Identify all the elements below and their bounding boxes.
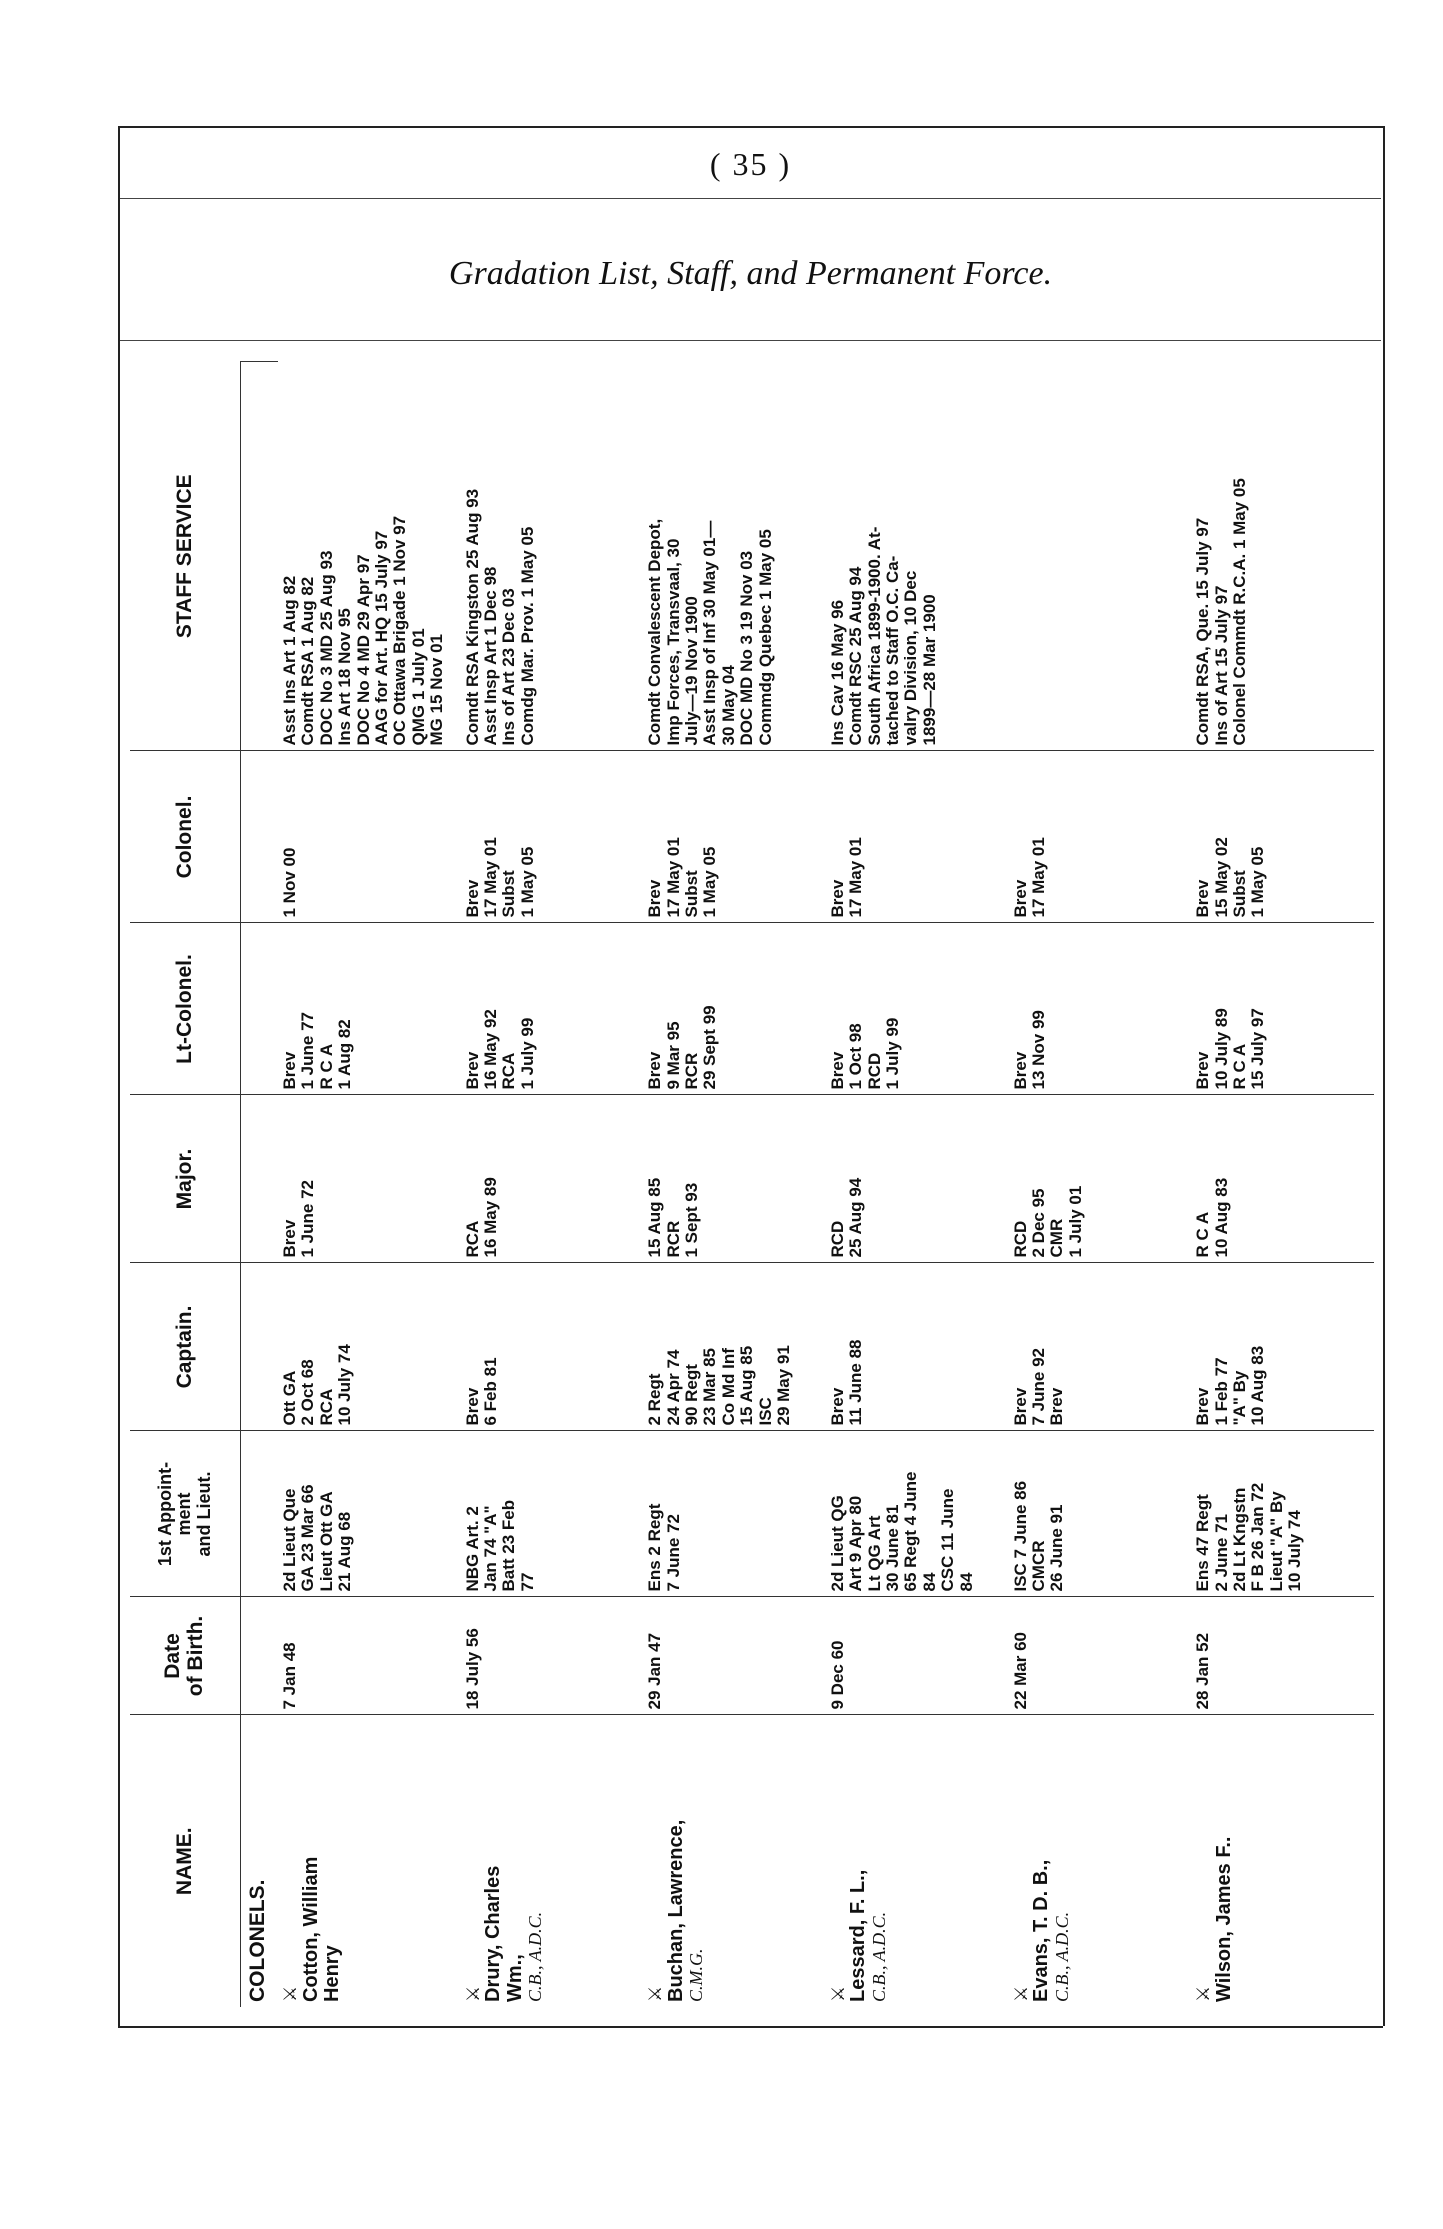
table-row — [1191, 362, 1374, 2007]
gradation-table — [130, 362, 1374, 2008]
cell-staff-service — [1009, 362, 1192, 751]
col-header-first-appointment: 1st Appoint- ment and Lieut. — [130, 1431, 241, 1597]
table-row — [1009, 362, 1192, 2007]
crossed-swords-icon: ⚔ — [645, 1985, 666, 2002]
cell-major: RCD 2 Dec 95 CMR 1 July 01 — [1009, 1095, 1192, 1263]
cell-birth: 29 Jan 47 — [643, 1597, 826, 1715]
col-header-major: Major. — [130, 1095, 241, 1263]
cell-first-appointment: ISC 7 June 86 CMCR 26 June 91 — [1009, 1431, 1192, 1597]
cell-birth: 7 Jan 48 — [278, 1597, 461, 1715]
cell-major: RCA 16 May 89 — [461, 1095, 644, 1263]
top-rule — [118, 126, 1383, 128]
cell-colonel: Brev 17 May 01 Subst 1 May 05 — [461, 751, 644, 923]
cell-first-appointment: NBG Art. 2 Jan 74 "A" Batt 23 Feb 77 — [461, 1431, 644, 1597]
col-header-birth: Date of Birth. — [130, 1597, 241, 1715]
cell-staff-service: Comdt RSA Kingston 25 Aug 93 Asst Insp Art 1 Dec 98 Ins of Art 23 Dec 03 Comdg Mar. Prov. 1 May 05 — [462, 488, 537, 746]
table-row — [643, 362, 826, 2007]
cell-major: 15 Aug 85 RCR 1 Sept 93 — [643, 1095, 826, 1263]
cell-colonel: Brev 15 May 02 Subst 1 May 05 — [1191, 751, 1374, 923]
cell-first-appointment: Ens 2 Regt 7 June 72 — [643, 1431, 826, 1597]
cell-name: ⚔ Cotton, William Henry — [278, 1715, 461, 2007]
cell-captain: Ott GA 2 Oct 68 RCA 10 July 74 — [278, 1263, 461, 1431]
cell-birth: 18 July 56 — [461, 1597, 644, 1715]
cell-first-appointment: 2d Lieut QG Art 9 Apr 80 Lt QG Art 30 June 81 65 Regt 4 June 84 CSC 11 June 84 — [826, 1431, 1009, 1597]
col-header-lt-colonel: Lt-Colonel. — [130, 923, 241, 1095]
header-row — [130, 362, 241, 2007]
cell-captain: 2 Regt 24 Apr 74 90 Regt 23 Mar 85 Co Md Inf 15 Aug 85 ISC 29 May 91 — [643, 1263, 826, 1431]
table-row — [278, 362, 461, 2007]
cell-colonel: Brev 17 May 01 Subst 1 May 05 — [643, 751, 826, 923]
cell-staff-service: Ins Cav 16 May 96 Comdt RSC 25 Aug 94 South Africa 1899-1900. At- tached to Staff O.C. Ca- valry Division, 10 Dec 1899—28 Mar 1900 — [828, 526, 939, 746]
cell-name: ⚔ Drury, Charles Wm., C.B., A.D.C. — [461, 1715, 644, 2007]
cell-staff-service: Comdt Convalescent Depot, Imp Forces, Transvaal, 30 July—19 Nov 1900 Asst Insp of Inf 30 May 01— 30 May 04 DOC MD No 3 19 Nov 03 Commdg Quebec 1 May 05 — [645, 518, 775, 746]
cell-name: ⚔ Buchan, Lawrence, C.M.G. — [643, 1715, 826, 2007]
cell-birth: 9 Dec 60 — [826, 1597, 1009, 1715]
cell-colonel: 1 Nov 00 — [278, 751, 461, 923]
cell-lt-colonel: Brev 13 Nov 99 — [1009, 923, 1192, 1095]
cell-captain: Brev 7 June 92 Brev — [1009, 1263, 1192, 1431]
cell-birth: 22 Mar 60 — [1009, 1597, 1192, 1715]
title-divider — [120, 340, 1381, 341]
header-divider — [120, 198, 1381, 199]
gradation-table-rotated — [130, 362, 1374, 2007]
page-number: ( 35 ) — [709, 146, 792, 182]
table-row — [826, 362, 1009, 2007]
crossed-swords-icon: ⚔ — [1193, 1985, 1214, 2002]
cell-first-appointment: Ens 47 Regt 2 June 71 2d Lt Kngstn F B 26 Jan 72 Lieut "A" By 10 July 74 — [1191, 1431, 1374, 1597]
cell-colonel: Brev 17 May 01 — [1009, 751, 1192, 923]
bottom-rule — [118, 2026, 1383, 2028]
crossed-swords-icon: ⚔ — [462, 1985, 483, 2002]
cell-lt-colonel: Brev 9 Mar 95 RCR 29 Sept 99 — [643, 923, 826, 1095]
section-row — [241, 362, 279, 2007]
cell-captain: Brev 6 Feb 81 — [461, 1263, 644, 1431]
crossed-swords-icon: ⚔ — [1010, 1985, 1031, 2002]
cell-first-appointment: 2d Lieut Que GA 23 Mar 66 Lieut Ott GA 21 Aug 68 — [278, 1431, 461, 1597]
cell-name: ⚔ Wilson, James F.. — [1191, 1715, 1374, 2007]
cell-staff-service: Asst Ins Art 1 Aug 82 Comdt RSA 1 Aug 82 DOC No 3 MD 25 Aug 93 Ins Art 18 Nov 95 DOC No 4 MD 29 Apr 97 AAG for Art. HQ 15 July 97 OC Ottawa Brigade 1 Nov 97 QMG 1 July 01 MG 15 Nov 01 — [280, 515, 446, 746]
cell-colonel: Brev 17 May 01 — [826, 751, 1009, 923]
col-header-colonel: Colonel. — [130, 751, 241, 923]
cell-birth: 28 Jan 52 — [1191, 1597, 1374, 1715]
cell-name: ⚔ Lessard, F. L., C.B., A.D.C. — [826, 1715, 1009, 2007]
col-header-staff-service: STAFF SERVICE — [130, 362, 241, 751]
cell-lt-colonel: Brev 10 July 89 R C A 15 July 97 — [1191, 923, 1374, 1095]
col-header-captain: Captain. — [130, 1263, 241, 1431]
crossed-swords-icon: ⚔ — [280, 1985, 301, 2002]
cell-name: ⚔ Evans, T. D. B., C.B., A.D.C. — [1009, 1715, 1192, 2007]
cell-captain: Brev 1 Feb 77 "A" By 10 Aug 83 — [1191, 1263, 1374, 1431]
cell-major: Brev 1 June 72 — [278, 1095, 461, 1263]
col-header-name: NAME. — [130, 1715, 241, 2007]
cell-major: R C A 10 Aug 83 — [1191, 1095, 1374, 1263]
cell-major: RCD 25 Aug 94 — [826, 1095, 1009, 1263]
page-title: Gradation List, Staff, and Permanent Force. — [448, 255, 1053, 292]
section-label: COLONELS. — [241, 1715, 279, 2007]
cell-staff-service: Comdt RSA, Que. 15 July 97 Ins of Art 15 July 97 Colonel Commdt R.C.A. 1 May 05 — [1193, 478, 1250, 746]
cell-lt-colonel: Brev 1 June 77 R C A 1 Aug 82 — [278, 923, 461, 1095]
cell-lt-colonel: Brev 16 May 92 RCA 1 July 99 — [461, 923, 644, 1095]
cell-lt-colonel: Brev 1 Oct 98 RCD 1 July 99 — [826, 923, 1009, 1095]
crossed-swords-icon: ⚔ — [828, 1985, 849, 2002]
table-row — [461, 362, 644, 2007]
cell-captain: Brev 11 June 88 — [826, 1263, 1009, 1431]
